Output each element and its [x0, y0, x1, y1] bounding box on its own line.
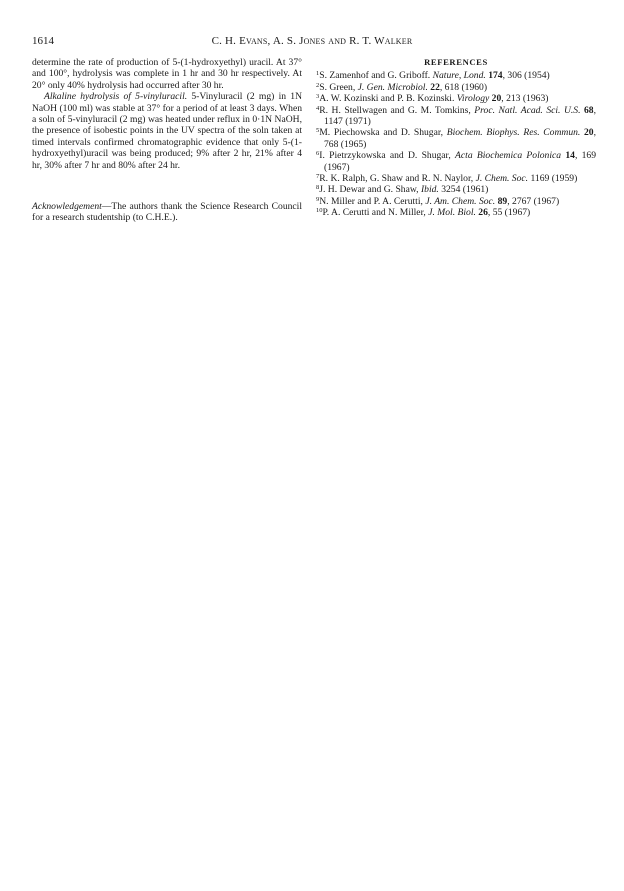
alkaline-hydrolysis-body: 5-Vinyluracil (2 mg) in 1N NaOH (100 ml) was stable at 37° for a period of at least 3 days. When a soln of 5-vinyluracil (2 mg) was heated under reflux in 0·1N NaOH, the presence of isobestic points in the UV spectra of the soln taken at timed intervals confirmed chromatographic evidence that only 5-(1-hydroxyethyl)uracil was being produced; 9% after 2 hr, 21% after 4 hr, 30% after 7 hr and 80% after 24 hr. — [32, 91, 302, 171]
reference-volume: 174 — [485, 70, 503, 82]
reference-number: 3 — [316, 93, 320, 101]
reference-list — [316, 70, 596, 218]
running-head: C. H. Evans, A. S. Jones and R. T. Walker — [211, 35, 413, 47]
section-heading-alkaline-hydrolysis: Alkaline hydrolysis of 5-vinyluracil. — [44, 91, 188, 103]
reference-volume: 68 — [580, 104, 594, 116]
reference-volume: 89 — [495, 195, 508, 207]
reference-authors: S. Zamenhof and G. Griboff. — [319, 70, 433, 82]
reference-number: 2 — [316, 81, 320, 89]
reference-number: 7 — [316, 173, 320, 181]
reference-journal: Nature, Lond. — [432, 70, 486, 82]
reference-item — [316, 195, 596, 207]
acknowledgement-body: —The authors thank the Science Research Council for a research studentship (to C.H.E.). — [32, 201, 302, 224]
reference-number: 6 — [316, 150, 320, 158]
reference-item — [316, 81, 596, 93]
references-section — [316, 57, 596, 219]
reference-journal: J. Am. Chem. Soc. — [425, 195, 496, 207]
reference-journal: J. Chem. Soc. — [475, 173, 529, 185]
reference-item — [316, 93, 596, 105]
reference-authors: I. Pietrzykowska and D. Shugar, — [319, 150, 456, 162]
reference-authors: P. A. Cerutti and N. Miller, — [322, 207, 429, 219]
paragraph-continuation: determine the rate of production of 5-(1-hydroxyethyl) uracil. At 37° and 100°, hydrolysis was complete in 1 hr and 30 hr respectively. At 20° only 40% hydrolysis had occurred after 30 hr. — [32, 57, 302, 91]
reference-item — [316, 150, 596, 173]
reference-pages-year: , 306 (1954) — [502, 70, 550, 82]
reference-authors: R. H. Stellwagen and G. M. Tomkins, — [319, 104, 475, 116]
reference-item — [316, 184, 596, 196]
reference-journal: Proc. Natl. Acad. Sci. U.S. — [474, 104, 581, 116]
reference-pages-year: , 55 (1967) — [487, 207, 531, 219]
paragraph-alkaline-hydrolysis — [32, 91, 302, 171]
references-heading: REFERENCES — [424, 57, 488, 67]
reference-authors: A. W. Kozinski and P. B. Kozinski. — [319, 93, 457, 105]
reference-pages-year: , 169 (1967) — [324, 150, 596, 173]
reference-number: 5 — [316, 127, 320, 135]
reference-volume: 20 — [489, 93, 502, 105]
reference-pages-year: , 618 (1960) — [439, 81, 488, 93]
reference-volume: 26 — [475, 207, 488, 219]
acknowledgement-label: Acknowledgement — [32, 201, 102, 213]
page-number: 1614 — [32, 35, 54, 47]
reference-journal: Ibid. — [420, 184, 439, 196]
reference-pages-year: , 768 (1965) — [324, 127, 596, 150]
reference-volume: 22 — [427, 81, 440, 93]
reference-journal: Biochem. Biophys. Res. Commun. — [446, 127, 581, 139]
reference-number: 4 — [316, 104, 320, 112]
page-header — [32, 34, 592, 48]
acknowledgement — [32, 201, 302, 224]
reference-pages-year: , 213 (1963) — [501, 93, 549, 105]
reference-pages-year: , 1147 (1971) — [324, 104, 596, 128]
reference-authors: N. Miller and P. A. Cerutti, — [319, 195, 426, 207]
reference-pages-year: 1169 (1959) — [528, 173, 578, 185]
reference-journal: Virology — [456, 93, 490, 105]
reference-authors: M. Piechowska and D. Shugar, — [319, 127, 447, 139]
reference-journal: Acta Biochemica Polonica — [455, 150, 562, 162]
reference-item — [316, 127, 596, 150]
reference-item — [316, 173, 596, 185]
reference-authors: S. Green, — [319, 81, 358, 93]
reference-volume: 14 — [561, 150, 575, 162]
left-column — [32, 57, 302, 224]
reference-authors: J. H. Dewar and G. Shaw, — [319, 184, 421, 196]
reference-authors: R. K. Ralph, G. Shaw and R. N. Naylor, — [319, 173, 476, 185]
reference-journal: J. Mol. Biol. — [428, 207, 476, 219]
reference-number: 9 — [316, 195, 320, 203]
reference-journal: J. Gen. Microbiol. — [357, 81, 428, 93]
reference-item — [316, 207, 596, 219]
reference-pages-year: , 2767 (1967) — [507, 195, 560, 207]
reference-item — [316, 104, 596, 128]
spacer — [32, 171, 302, 201]
reference-pages-year: 3254 (1961) — [438, 184, 489, 196]
reference-volume: 20 — [580, 127, 594, 139]
reference-number: 1 — [316, 70, 320, 78]
reference-number: 10 — [316, 207, 323, 215]
reference-item — [316, 70, 596, 82]
reference-number: 8 — [316, 184, 320, 192]
